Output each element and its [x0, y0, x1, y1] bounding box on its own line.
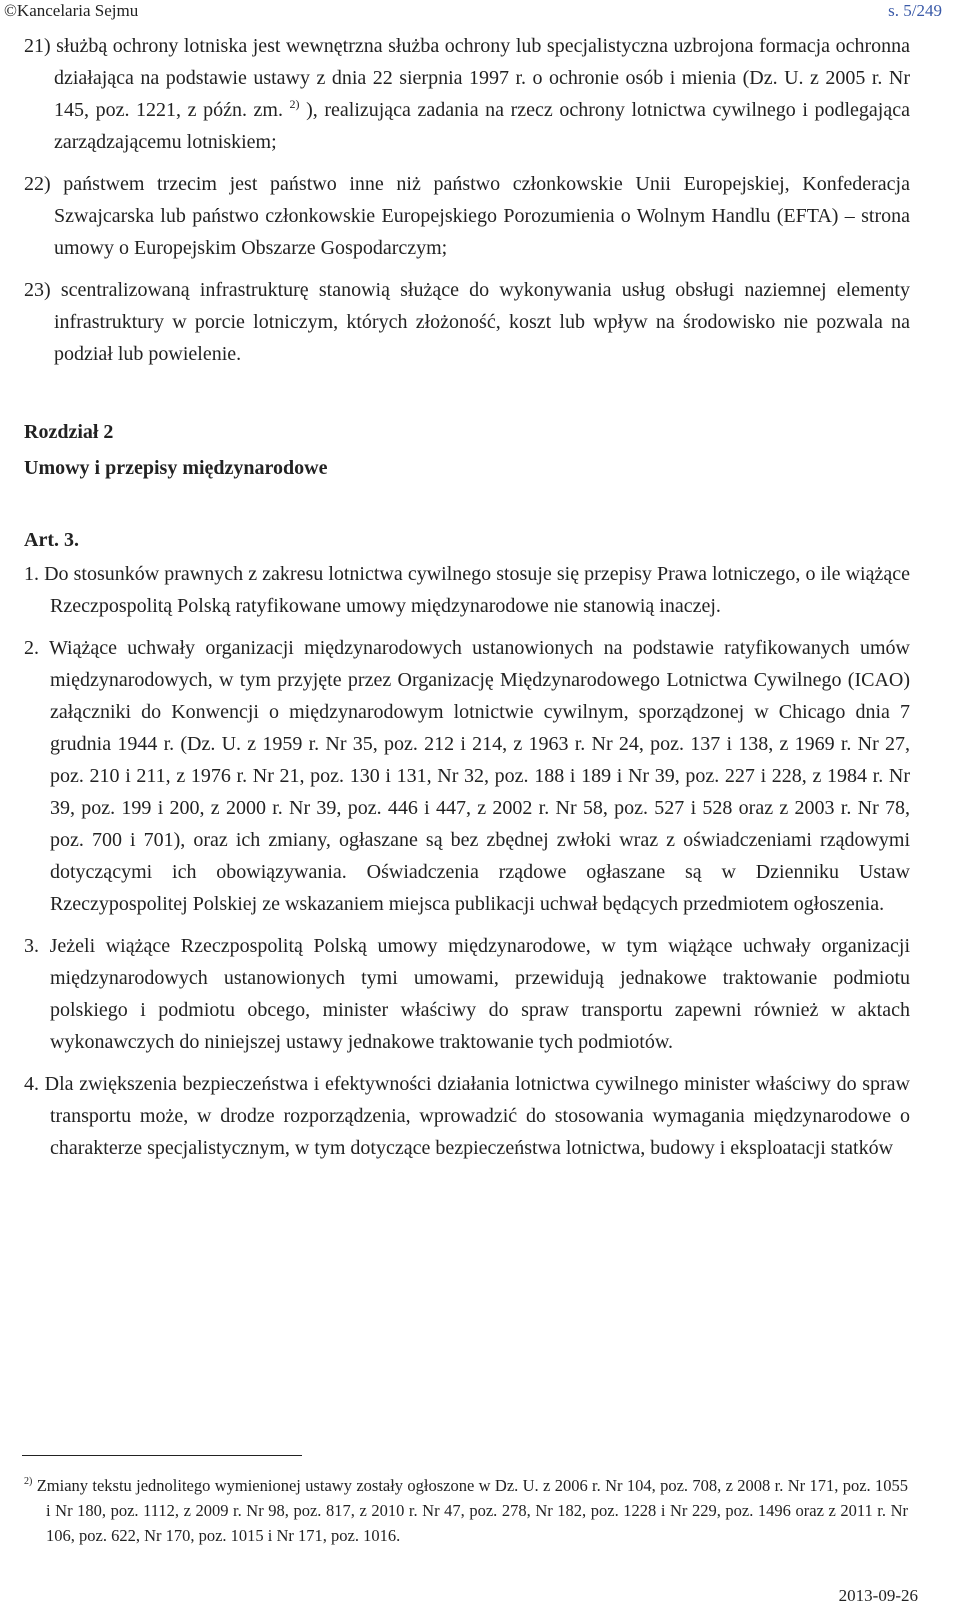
document-date: 2013-09-26: [838, 1586, 918, 1605]
footnote: [24, 1473, 908, 1548]
chapter-number: Rozdział 2: [24, 421, 114, 443]
definition-21-text-cont: ), realizująca zadania na rzecz ochrony lotnictwa cywilnego i podlegająca zarządzającemu lotniskiem;: [54, 99, 910, 153]
page-header: [0, 0, 960, 26]
definition-21: [24, 30, 910, 158]
article-paragraph-1: 1. Do stosunków prawnych z zakresu lotnictwa cywilnego stosuje się przepisy Prawa lotniczego, o ile wiążące Rzeczpospolitą Polską ratyfikowane umowy międzynarodowe nie stanowią inaczej.: [24, 563, 910, 617]
article-paragraph-3: 3. Jeżeli wiążące Rzeczpospolitą Polską umowy międzynarodowe, w tym wiążące uchwały organizacji międzynarodowych ustanowionych tymi umowami, przewidują jednakowe traktowanie podmiotu polskiego i podmiotu obcego, minister właściwy do spraw transportu zapewni również w aktach wykonawczych do niniejszej ustawy jednakowe traktowanie tych podmiotów.: [24, 935, 910, 1053]
article-paragraph-4: 4. Dla zwiększenia bezpieczeństwa i efektywności działania lotnictwa cywilnego minister właściwy do spraw transportu może, w drodze rozporządzenia, wprowadzić do stosowania wymagania międzynarodowe o charakterze specjalistycznym, w tym dotyczące bezpieczeństwa lotnictwa, budowy i eksploatacji statków: [24, 1073, 910, 1159]
definition-22: 22) państwem trzecim jest państwo inne niż państwo członkowskie Unii Europejskiej, Konfederacja Szwajcarska lub państwo członkowskie Europejskiego Porozumienia o Wolnym Handlu (EFTA) – strona umowy o Europejskim Obszarze Gospodarczym;: [24, 173, 910, 259]
page-number: s. 5/249: [888, 1, 942, 20]
footnote-text: Zmiany tekstu jednolitego wymienionej ustawy zostały ogłoszone w Dz. U. z 2006 r. Nr 104, poz. 708, z 2008 r. Nr 171, poz. 1055 i Nr 180, poz. 1112, z 2009 r. Nr 98, poz. 817, z 2010 r. Nr 47, poz. 278, Nr 182, poz. 1228 i Nr 229, poz. 1496 oraz z 2011 r. Nr 106, poz. 622, Nr 170, poz. 1015 i Nr 171, poz. 1016.: [36, 1476, 909, 1545]
footnote-mark: 2): [24, 1476, 33, 1487]
footnote-ref[interactable]: 2): [289, 97, 300, 111]
definition-21-text: 21) służbą ochrony lotniska jest wewnętrzna służba ochrony lub specjalistyczna uzbrojona formacja ochronna działająca na podstawie ustawy z dnia 22 sierpnia 1997 r. o ochronie osób i mienia (Dz. U. z 2005 r. Nr 145, poz. 1221, z późn. zm.: [24, 35, 910, 121]
footnote-divider: [22, 1455, 302, 1456]
document-body: [24, 30, 910, 1164]
chapter-title: Umowy i przepisy międzynarodowe: [24, 457, 328, 479]
article-paragraph-2: 2. Wiążące uchwały organizacji międzynarodowych ustanowionych na podstawie ratyfikowanych umów międzynarodowych, w tym przyjęte przez Organizację Międzynarodowego Lotnictwa Cywilnego (ICAO) załączniki do Konwencji o międzynarodowym lotnictwie cywilnym, sporządzonej w Chicago dnia 7 grudnia 1944 r. (Dz. U. z 1959 r. Nr 35, poz. 212 i 214, z 1963 r. Nr 24, poz. 137 i 138, z 1969 r. Nr 27, poz. 210 i 211, z 1976 r. Nr 21, poz. 130 i 131, Nr 32, poz. 188 i 189 i Nr 39, poz. 227 i 228, z 1984 r. Nr 39, poz. 199 i 200, z 2000 r. Nr 39, poz. 446 i 447, z 2002 r. Nr 58, poz. 527 i 528 oraz z 2003 r. Nr 78, poz. 700 i 701), oraz ich zmiany, ogłaszane są bez zbędnej zwłoki wraz z oświadczeniami rządowymi dotyczącymi ich obowiązywania. Oświadczenia rządowe ogłaszane są w Dzienniku Ustaw Rzeczypospolitej Polskiej ze wskazaniem miejsca publikacji uchwał będących przedmiotem ogłoszenia.: [24, 637, 910, 915]
article-label: Art. 3.: [24, 529, 79, 551]
copyright-label: ©Kancelaria Sejmu: [4, 1, 139, 20]
definition-23: 23) scentralizowaną infrastrukturę stanowią służące do wykonywania usług obsługi naziemnej elementy infrastruktury w porcie lotniczym, których złożoność, koszt lub wpływ na środowisko nie pozwala na podział lub powielenie.: [24, 279, 910, 365]
